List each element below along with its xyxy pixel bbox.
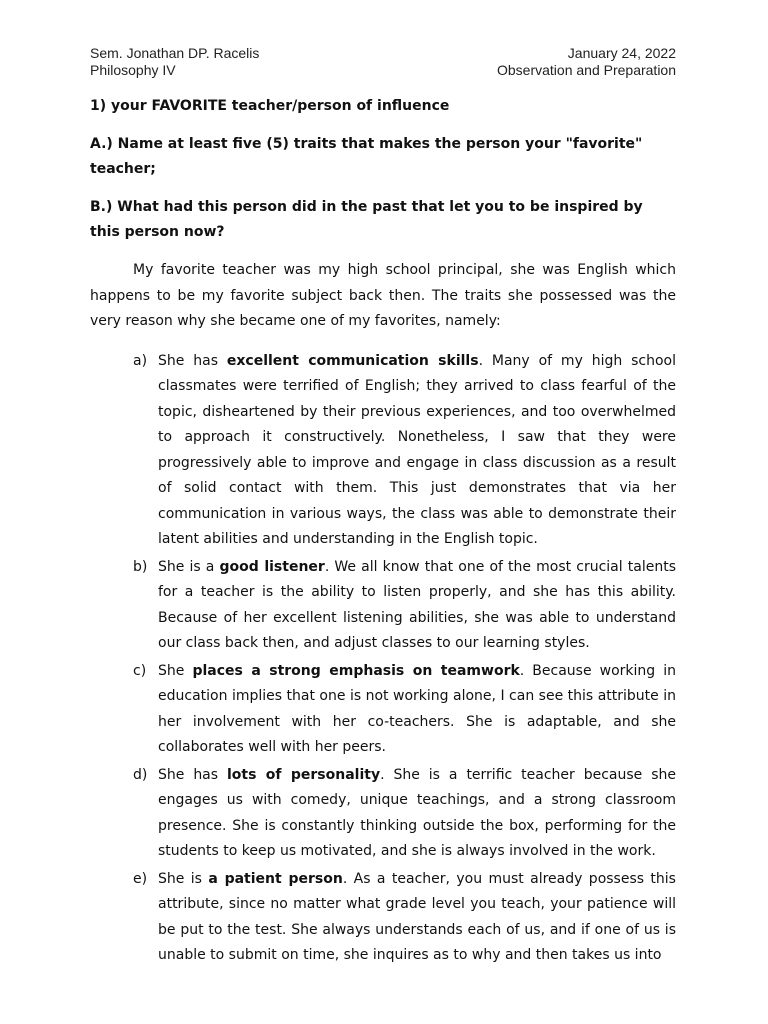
question-1: 1) your FAVORITE teacher/person of influence [90, 98, 450, 114]
trait-text-post: . Many of my high school classmates were terrified of English; they arrived to class fearful of the topic, disheartened by their previous experiences, and too overwhelmed to approach it constructively. Nonetheless, I saw that they were progressively able to improve and engage in class discussion as a result of solid contact with them. This just demonstrates that via her communication in various ways, the class was able to demonstrate their latent abilities and understanding in the English topic. [158, 352, 677, 547]
course-name: Philosophy IV [90, 62, 176, 78]
trait-label: a) [133, 352, 148, 369]
trait-keyword: lots of personality [227, 766, 381, 783]
trait-item-e [133, 867, 676, 969]
trait-label: c) [133, 662, 147, 679]
trait-text-post: . Because working in education implies that one is not working alone, I can see this attribute in her involvement with her co-teachers. She is adaptable, and she collaborates well with her peers. [158, 662, 676, 755]
trait-text-post: . As a teacher, you must already possess this attribute, since no matter what grade level you teach, your patience will be put to the test. She always understands each of us, and if one of us is unable to submit on time, she inquires as to why and then takes us into [158, 870, 676, 963]
trait-text-pre: She is [158, 870, 209, 887]
header-right [497, 45, 676, 79]
trait-item-d [133, 763, 676, 865]
trait-label: e) [133, 870, 148, 887]
trait-label: d) [133, 766, 148, 783]
question-a: A.) Name at least five (5) traits that makes the person your "favorite" teacher; [90, 136, 643, 177]
trait-label: b) [133, 558, 148, 575]
trait-text-pre: She has [158, 766, 227, 783]
header-left [90, 45, 259, 79]
trait-keyword: places a strong emphasis on teamwork [192, 662, 520, 679]
activity-title: Observation and Preparation [497, 62, 676, 78]
trait-keyword: good listener [219, 558, 325, 575]
traits-list [90, 349, 676, 969]
trait-text-post: . She is a terrific teacher because she engages us with comedy, unique teachings, and a strong classroom presence. She is constantly thinking outside the box, performing for the students to keep us motivated, and she is always involved in the work. [158, 766, 676, 859]
document-date: January 24, 2022 [567, 45, 676, 61]
trait-text-pre: She is a [158, 558, 220, 575]
author-name: Sem. Jonathan DP. Racelis [90, 45, 260, 61]
trait-text-post: . We all know that one of the most crucial talents for a teacher is the ability to listen properly, and she has this ability. Because of her excellent listening abilities, she was able to understand our class back then, and adjust classes to our learning styles. [158, 558, 676, 651]
document-body [90, 94, 676, 971]
trait-item-c [133, 659, 676, 761]
question-b: B.) What had this person did in the past that let you to be inspired by this person now? [90, 199, 643, 240]
trait-item-a [133, 349, 676, 553]
trait-keyword: a patient person [208, 870, 343, 887]
trait-text-pre: She [158, 662, 193, 679]
intro-paragraph: My favorite teacher was my high school principal, she was English which happens to be my favorite subject back then. The traits she possessed was the very reason why she became one of my favorites, namely: [90, 262, 676, 329]
trait-keyword: excellent communication skills [226, 352, 479, 369]
trait-text-pre: She has [158, 352, 227, 369]
trait-item-b [133, 555, 676, 657]
